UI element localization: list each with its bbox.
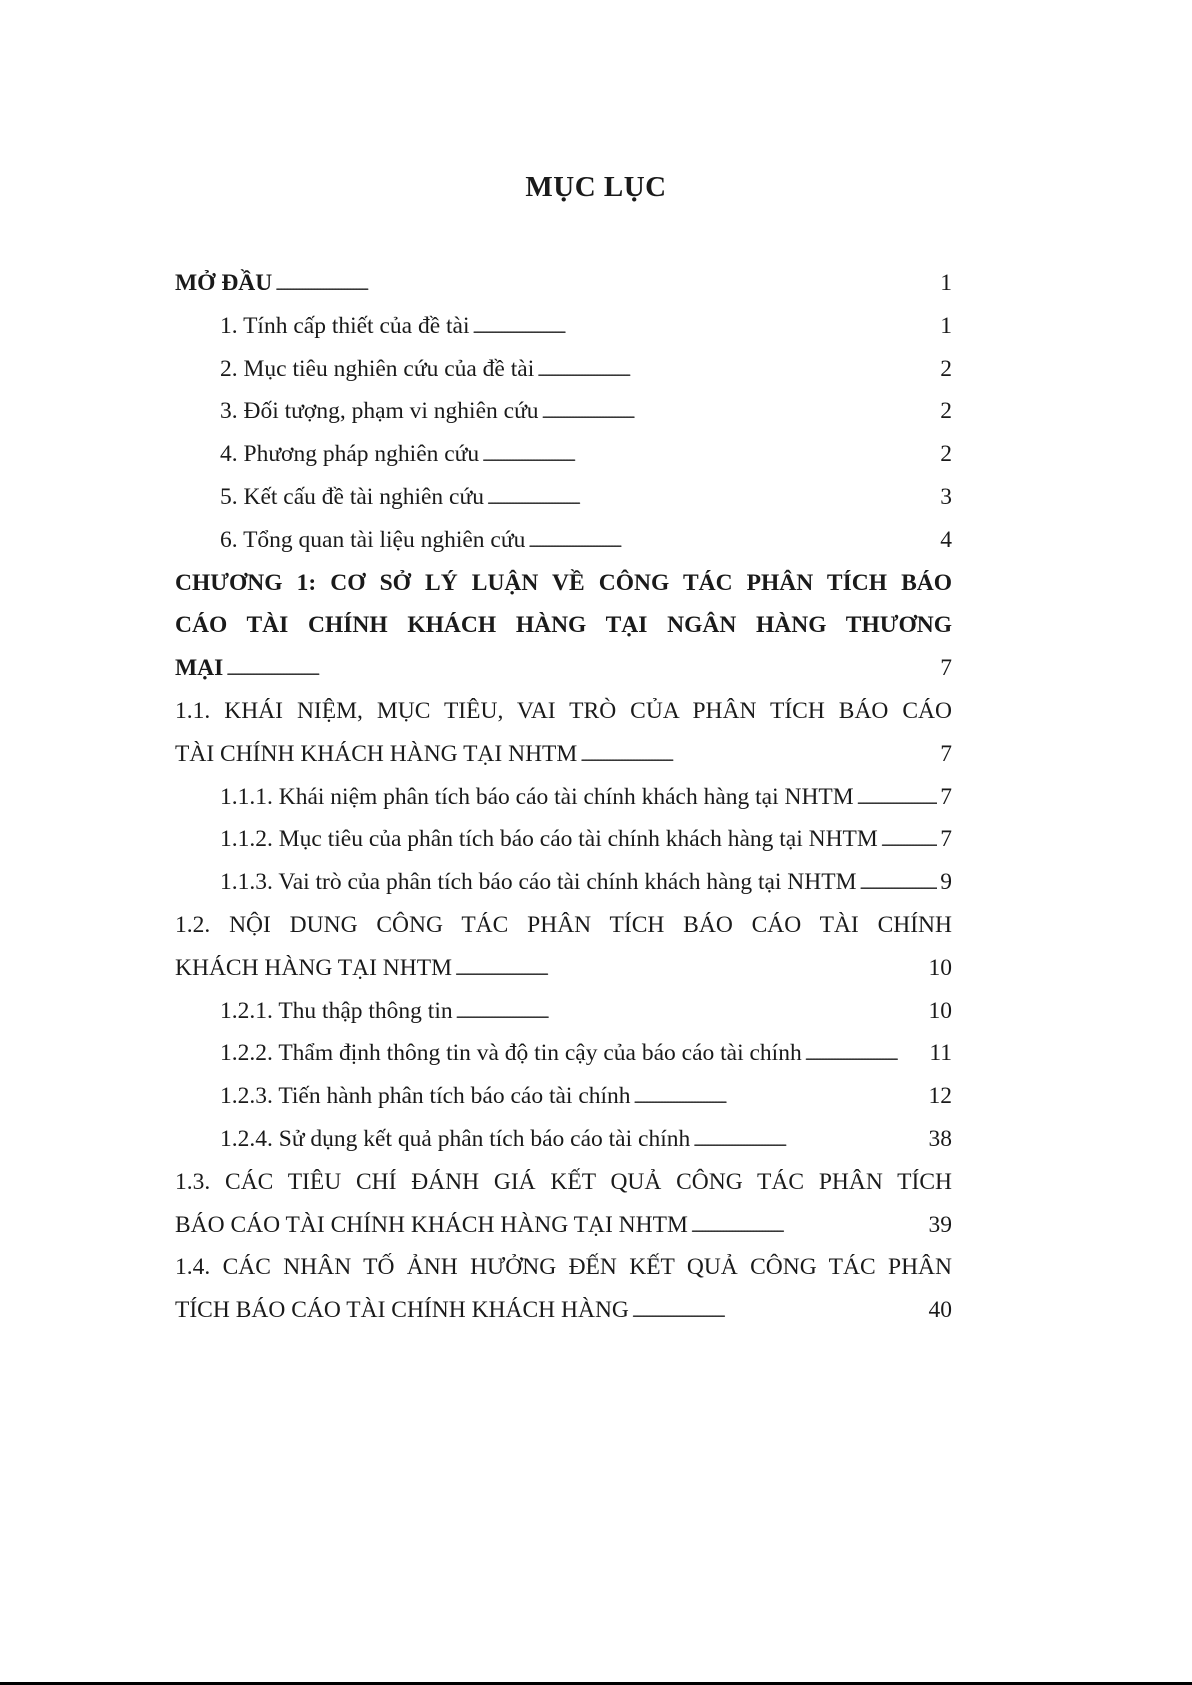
toc-entry[interactable] [175,305,952,348]
toc-entry-title: BÁO CÁO TÀI CHÍNH KHÁCH HÀNG TẠI NHTM [175,1211,688,1238]
toc-entry-page-number: 7 [940,655,952,682]
toc-entry[interactable] [175,519,952,562]
toc-entry-title: 3. Đối tượng, phạm vi nghiên cứu [220,398,539,425]
toc-entry[interactable] [175,947,952,990]
dot-leader [805,1032,927,1079]
dot-leader [473,305,938,352]
toc-entry[interactable] [175,861,952,904]
toc-entry[interactable] [175,733,952,776]
dot-leader [881,818,937,865]
toc-entry-title: 1.1.2. Mục tiêu của phân tích báo cáo tài chính khách hàng tại NHTM [220,826,878,853]
toc-entry[interactable] [175,1032,952,1075]
toc-entry-title: 4. Phương pháp nghiên cứu [220,441,480,468]
toc-entry[interactable] [175,1204,952,1247]
toc-entry-heading-line: 1.3. CÁC TIÊU CHÍ ĐÁNH GIÁ KẾT QUẢ CÔNG TÁC PHÂN TÍCH [175,1168,952,1195]
dot-leader [857,776,937,823]
toc-entry-page-number: 1 [940,312,952,339]
dot-leader [455,947,926,994]
toc-entry-title: 1.1.3. Vai trò của phân tích báo cáo tài chính khách hàng tại NHTM [220,869,857,896]
toc-entry-title: MỞ ĐẦU [175,270,273,296]
toc-entry-title: 1.2.1. Thu thập thông tin [220,997,453,1024]
toc-entry-page-number: 38 [928,1125,952,1152]
toc-entry-page-number: 7 [940,783,952,810]
toc-entry[interactable] [175,262,952,305]
toc-entry[interactable] [175,1075,952,1118]
toc-entry-page-number: 2 [940,355,952,382]
toc-entry-title: KHÁCH HÀNG TẠI NHTM [175,954,452,981]
toc-entry-page-number: 39 [928,1211,952,1238]
dot-leader [482,433,937,480]
dot-leader [691,1204,926,1251]
toc-entry-page-number: 1 [940,270,952,296]
dot-leader [487,476,937,523]
toc-entry-title: 1.1.1. Khái niệm phân tích báo cáo tài chính khách hàng tại NHTM [220,783,854,810]
toc-entry-heading-line: CHƯƠNG 1: CƠ SỞ LÝ LUẬN VỀ CÔNG TÁC PHÂN TÍCH BÁO [175,569,952,596]
toc-entry[interactable] [175,390,952,433]
toc-entry-heading-line: 1.4. CÁC NHÂN TỐ ẢNH HƯỞNG ĐẾN KẾT QUẢ CÔNG TÁC PHÂN [175,1254,952,1281]
toc-entry-title: TÍCH BÁO CÁO TÀI CHÍNH KHÁCH HÀNG [175,1297,629,1324]
toc-entry[interactable] [175,990,952,1033]
dot-leader [542,390,937,437]
toc-entry[interactable] [175,433,952,476]
toc-entry-page-number: 40 [928,1297,952,1324]
toc-entry-title: 1. Tính cấp thiết của đề tài [220,312,470,339]
toc-entry[interactable] [175,1289,952,1332]
toc-entry-page-number: 9 [940,869,952,896]
page-title: MỤC LỤC [525,171,667,203]
dot-leader [693,1118,925,1165]
toc-entry-heading-line: 1.2. NỘI DUNG CÔNG TÁC PHÂN TÍCH BÁO CÁO TÀI CHÍNH [175,911,952,938]
toc-entry[interactable] [175,776,952,819]
toc-entry-title: MẠI [175,655,224,682]
toc-entry-title: TÀI CHÍNH KHÁCH HÀNG TẠI NHTM [175,740,578,767]
toc-entry-title: 5. Kết cấu đề tài nghiên cứu [220,483,484,510]
toc-entry-page-number: 10 [928,954,952,981]
toc-entry[interactable] [175,647,952,690]
toc-entry-page-number: 7 [940,740,952,767]
table-of-contents [175,262,952,1332]
toc-entry-page-number: 10 [928,997,952,1024]
toc-entry[interactable] [175,818,952,861]
toc-entry-heading-line: CÁO TÀI CHÍNH KHÁCH HÀNG TẠI NGÂN HÀNG THƯƠNG [175,612,952,639]
dot-leader [860,861,938,908]
toc-entry[interactable] [175,348,952,391]
dot-leader [226,647,937,694]
dot-leader [275,262,937,309]
toc-entry-page-number: 3 [940,483,952,510]
dot-leader [632,1289,926,1336]
dot-leader [634,1075,926,1122]
toc-entry-page-number: 11 [929,1040,952,1067]
toc-entry-heading-line: 1.1. KHÁI NIỆM, MỤC TIÊU, VAI TRÒ CỦA PHÂN TÍCH BÁO CÁO [175,697,952,724]
toc-entry-page-number: 2 [940,398,952,425]
toc-entry-title: 2. Mục tiêu nghiên cứu của đề tài [220,355,535,382]
dot-leader [537,348,937,395]
dot-leader [528,519,937,566]
dot-leader [580,733,937,780]
toc-entry-page-number: 12 [928,1083,952,1110]
toc-entry-page-number: 4 [940,526,952,553]
toc-entry-page-number: 2 [940,441,952,468]
toc-entry[interactable] [175,1118,952,1161]
toc-entry[interactable] [175,476,952,519]
toc-entry-page-number: 7 [940,826,952,853]
dot-leader [456,990,926,1037]
toc-entry-title: 6. Tổng quan tài liệu nghiên cứu [220,526,526,553]
toc-entry-title: 1.2.3. Tiến hành phân tích báo cáo tài chính [220,1083,631,1110]
toc-entry-title: 1.2.4. Sử dụng kết quả phân tích báo cáo tài chính [220,1125,691,1152]
toc-entry-title: 1.2.2. Thẩm định thông tin và độ tin cậy của báo cáo tài chính [220,1040,802,1067]
